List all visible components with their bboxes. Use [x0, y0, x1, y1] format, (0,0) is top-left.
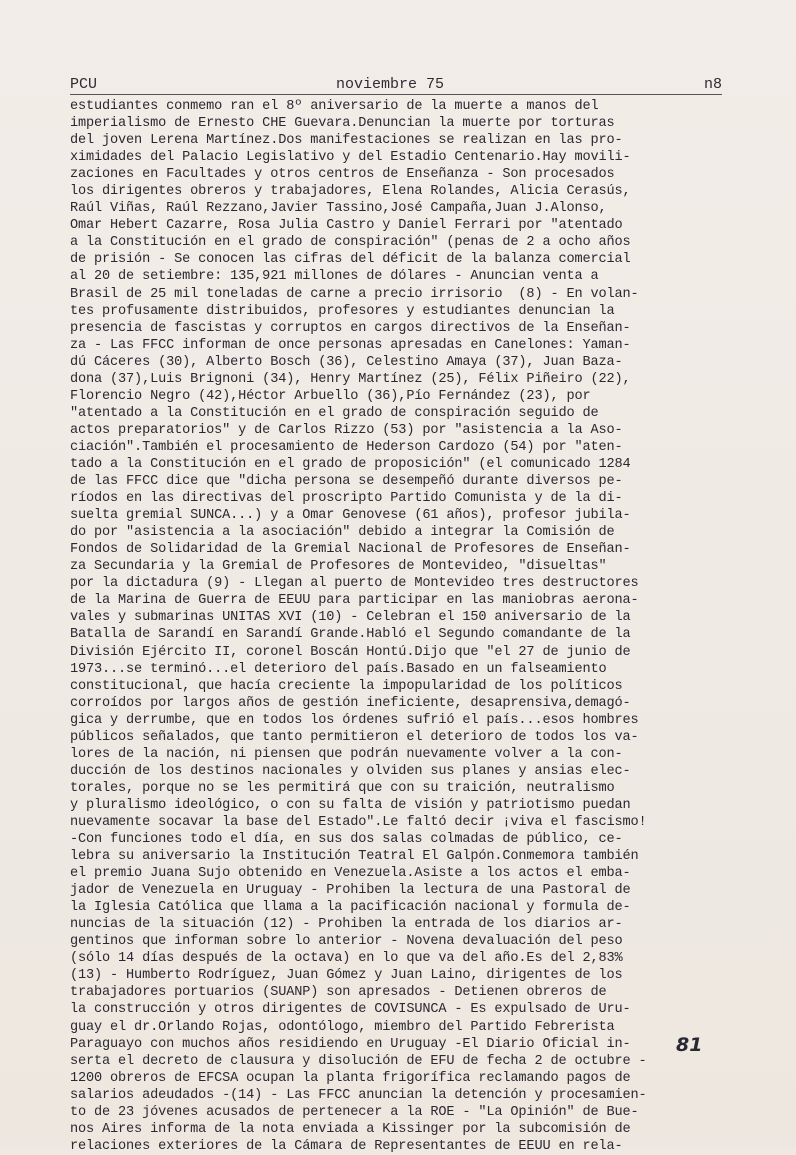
text-line: constitucional, que hacía creciente la impopularidad de los políticos: [70, 678, 623, 694]
text-line: torales, porque no se les permitirá que con su traición, neutralismo: [70, 780, 615, 796]
text-line: nuevamente socavar la base del Estado".Le faltó decir ¡viva el fascismo!: [70, 814, 647, 830]
text-line: Batalla de Sarandí en Sarandí Grande.Habló el Segundo comandante de la: [70, 627, 631, 643]
text-line: vales y submarinas UNITAS XVI (10) - Celebran el 150 aniversario de la: [70, 610, 631, 626]
text-line: dona (37),Luis Brignoni (34), Henry Martínez (25), Félix Piñeiro (22),: [70, 371, 631, 387]
text-line: Florencio Negro (42),Héctor Arbuello (36),Pío Fernández (23), por: [70, 388, 591, 404]
text-line: por la dictadura (9) - Llegan al puerto de Montevideo tres destructores: [70, 576, 639, 592]
text-line: gentinos que informan sobre lo anterior - Novena devaluación del peso: [70, 934, 623, 950]
text-line: (sólo 14 días después de la octava) en lo que va del año.Es del 2,83%: [70, 951, 623, 967]
text-line: los dirigentes obreros y trabajadores, Elena Rolandes, Alicia Cerasús,: [70, 184, 631, 200]
text-line: del joven Lerena Martínez.Dos manifestaciones se realizan en las pro-: [70, 133, 623, 149]
text-line: la Iglesia Católica que llama a la pacificación nacional y formula de-: [70, 900, 631, 916]
text-line: za - Las FFCC informan de once personas apresadas en Canelones: Yaman-: [70, 337, 631, 353]
text-line: Omar Hebert Cazarre, Rosa Julia Castro y Daniel Ferrari por "atentado: [70, 218, 623, 234]
text-line: zaciones en Facultades y otros centros de Enseñanza - Son procesados: [70, 167, 615, 183]
text-line: y pluralismo ideológico, o con su falta de visión y patriotismo puedan: [70, 797, 631, 813]
text-line: lores de la nación, ni piensen que podrán nuevamente volver a la con-: [70, 746, 623, 762]
text-line: za Secundaria y la Gremial de Profesores de Montevideo, "disueltas": [70, 559, 607, 575]
text-line: 1973...se terminó...el deterioro del país.Basado en un falseamiento: [70, 661, 607, 677]
page-header: [70, 76, 722, 96]
text-line: relaciones exteriores de la Cámara de Representantes de EEUU en rela-: [70, 1138, 623, 1154]
text-line: to de 23 jóvenes acusados de pertenecer a la ROE - "La Opinión" de Bue-: [70, 1104, 639, 1120]
text-line: públicos señalados, que tanto permitieron el deterioro de todos los va-: [70, 729, 639, 745]
text-line: de la Marina de Guerra de EEUU para participar en las maniobras aerona-: [70, 593, 639, 609]
text-line: presencia de fascistas y corruptos en cargos directivos de la Enseñan-: [70, 320, 631, 336]
text-line: do por "asistencia a la asociación" debido a integrar la Comisión de: [70, 525, 615, 541]
text-line: el premio Juana Sujo obtenido en Venezuela.Asiste a los actos el emba-: [70, 866, 631, 882]
header-publication: PCU: [70, 76, 98, 93]
text-line: ríodos en las directivas del proscripto Partido Comunista y de la di-: [70, 491, 623, 507]
body-text: [70, 98, 730, 1155]
text-line: tes profusamente distribuidos, profesores y estudiantes denuncian la: [70, 303, 615, 319]
text-line: Brasil de 25 mil toneladas de carne a precio irrisorio (8) - En volan-: [70, 286, 639, 302]
text-line: de prisión - Se conocen las cifras del déficit de la balanza comercial: [70, 252, 631, 268]
text-line: ducción de los destinos nacionales y olviden sus planes y ansias elec-: [70, 763, 631, 779]
text-line: guay el dr.Orlando Rojas, odontólogo, miembro del Partido Febrerista: [70, 1019, 615, 1035]
text-line: al 20 de setiembre: 135,921 millones de dólares - Anuncian venta a: [70, 269, 599, 285]
text-line: 1200 obreros de EFCSA ocupan la planta frigorífica reclamando pagos de: [70, 1070, 631, 1086]
text-line: trabajadores portuarios (SUANP) son apresados - Detienen obreros de: [70, 985, 607, 1001]
text-line: Fondos de Solidaridad de la Gremial Nacional de Profesores de Enseñan-: [70, 542, 631, 558]
text-line: División Ejército II, coronel Boscán Hontú.Dijo que "el 27 de junio de: [70, 644, 631, 660]
text-line: ximidades del Palacio Legislativo y del Estadio Centenario.Hay movili-: [70, 150, 631, 166]
text-line: "atentado a la Constitución en el grado de conspiración seguido de: [70, 405, 599, 421]
text-line: Paraguayo con muchos años residiendo en Uruguay -El Diario Oficial in-: [70, 1036, 631, 1052]
text-line: nuncias de la situación (12) - Prohiben la entrada de los diarios ar-: [70, 917, 623, 933]
text-line: nos Aires informa de la nota enviada a Kissinger por la subcomisión de: [70, 1121, 631, 1137]
text-line: a la Constitución en el grado de conspiración" (penas de 2 a ocho años: [70, 235, 631, 251]
text-line: salarios adeudados -(14) - Las FFCC anuncian la detención y procesamien-: [70, 1087, 647, 1103]
page-number: 81: [676, 1034, 703, 1056]
text-line: dú Cáceres (30), Alberto Bosch (36), Celestino Amaya (37), Juan Baza-: [70, 354, 623, 370]
text-line: (13) - Humberto Rodríguez, Juan Gómez y Juan Laino, dirigentes de los: [70, 968, 623, 984]
text-line: tado a la Constitución en el grado de proposición" (el comunicado 1284: [70, 456, 631, 472]
text-line: jador de Venezuela en Uruguay - Prohiben la lectura de una Pastoral de: [70, 883, 631, 899]
text-line: actos preparatorios" y de Carlos Rizzo (53) por "asistencia a la Aso-: [70, 422, 623, 438]
text-line: -Con funciones todo el día, en sus dos salas colmadas de público, ce-: [70, 832, 623, 848]
text-line: suelta gremial SUNCA...) y a Omar Genovese (61 años), profesor jubila-: [70, 508, 631, 524]
text-line: imperialismo de Ernesto CHE Guevara.Denuncian la muerte por torturas: [70, 116, 615, 132]
text-line: Raúl Viñas, Raúl Rezzano,Javier Tassino,José Campaña,Juan J.Alonso,: [70, 201, 607, 217]
header-issue-number: n8: [703, 76, 722, 93]
header-rule: [70, 94, 722, 95]
text-line: lebra su aniversario la Institución Teatral El Galpón.Conmemora también: [70, 849, 639, 865]
text-line: serta el decreto de clausura y disolución de EFU de fecha 2 de octubre -: [70, 1053, 647, 1069]
text-line: estudiantes conmemo ran el 8º aniversario de la muerte a manos del: [70, 99, 599, 114]
text-line: la construcción y otros dirigentes de COVISUNCA - Es expulsado de Uru-: [70, 1002, 631, 1018]
text-line: corroídos por largos años de gestión ineficiente, desaprensiva,demagó-: [70, 695, 631, 711]
text-line: de las FFCC dice que "dicha persona se desempeñó durante diversos pe-: [70, 474, 623, 490]
header-date: noviembre 75: [336, 76, 445, 93]
text-line: ciación".También el procesamiento de Hederson Cardozo (54) por "aten-: [70, 439, 623, 455]
text-line: gica y derrumbe, que en todos los órdenes sufrió el país...esos hombres: [70, 712, 639, 728]
